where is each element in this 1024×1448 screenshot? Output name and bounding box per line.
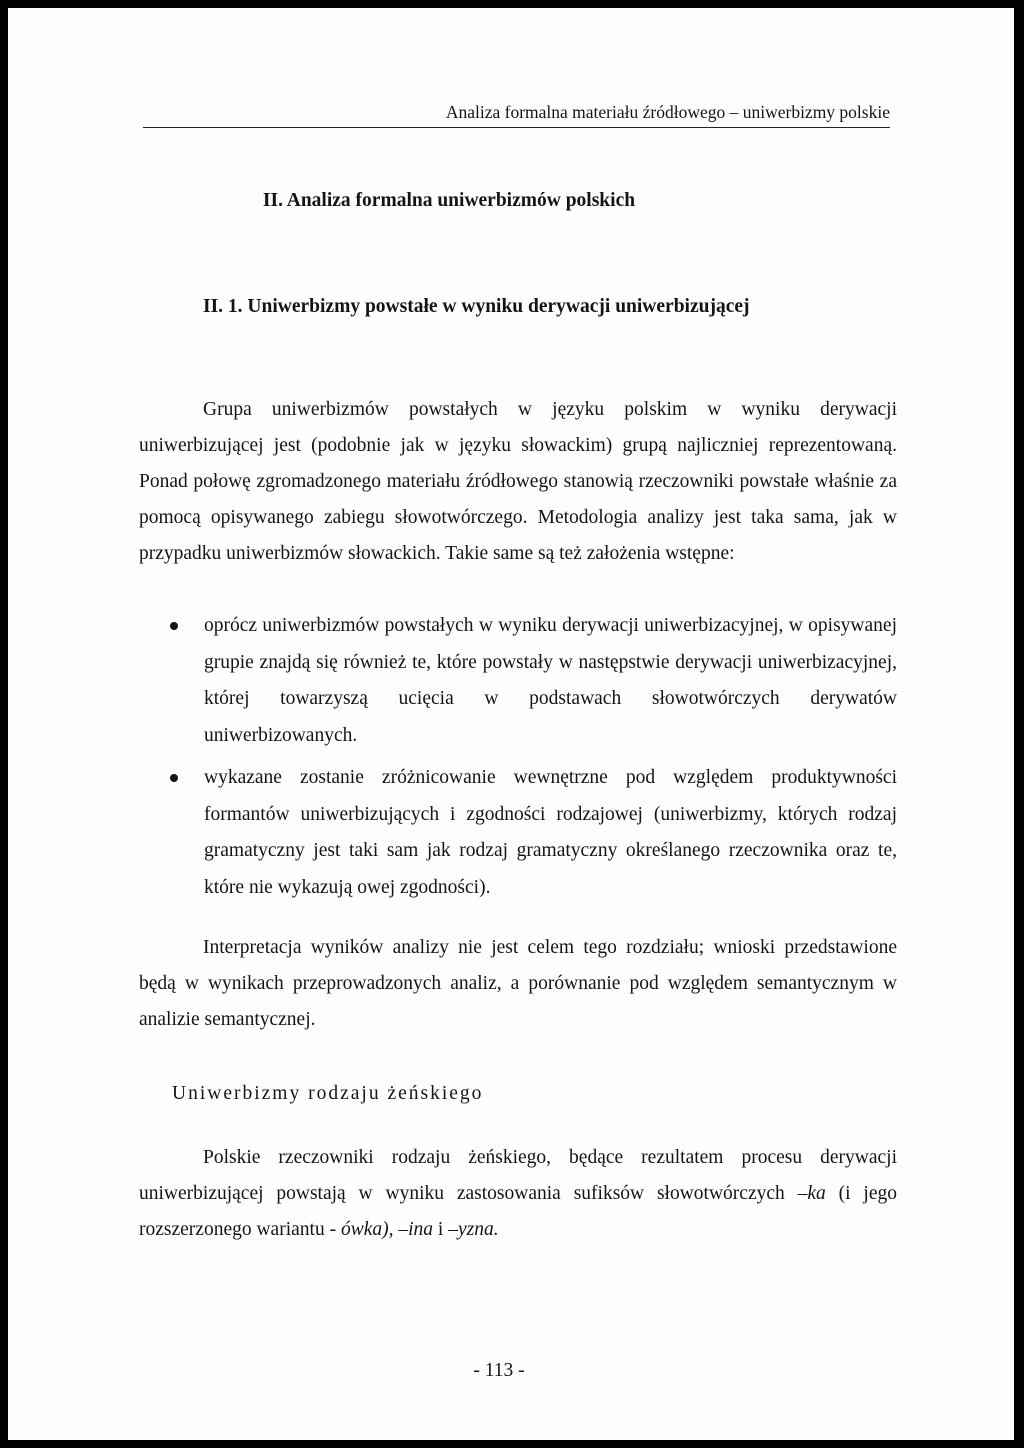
- suffix-ka: –ka: [797, 1183, 826, 1204]
- assumptions-list: [139, 608, 897, 912]
- list-item-text: wykazane zostanie zróżnicowanie wewnętrzne pod względem produktywności formantów uniwerbizujących i zgodności rodzajowej (uniwerbizmy, których rodzaj gramatyczny jest taki sam jak rodzaj gramatyczny określanego rzeczownika oraz te, które nie wykazują owej zgodności).: [204, 767, 897, 898]
- feminine-text-paren: (i jego rozszerzonego wariantu -: [139, 1183, 898, 1240]
- section-title: II. 1. Uniwerbizmy powstałe w wyniku derywacji uniwerbizującej: [203, 296, 750, 317]
- list-item-text: oprócz uniwerbizmów powstałych w wyniku derywacji uniwerbizacyjnej, w opisywanej grupie znajdą się również te, które powstały w następstwie derywacji uniwerbizacyjnej, której towarzyszą ucięcia w podstawach słowotwórczych derywatów uniwerbizowanych.: [204, 615, 897, 746]
- page-number: [8, 1358, 1014, 1384]
- feminine-text: Polskie rzeczowniki rodzaju żeńskiego, będące rezultatem procesu derywacji uniwerbizującej powstają w wyniku zastosowania sufiksów słowotwórczych: [139, 1147, 897, 1204]
- bullet-icon: [170, 774, 178, 782]
- subsection-title: Uniwerbizmy rodzaju żeńskiego: [172, 1083, 484, 1104]
- feminine-text-and: i: [433, 1219, 449, 1240]
- bullet-icon: [170, 622, 178, 630]
- interpretation-paragraph: Interpretacja wyników analizy nie jest celem tego rozdziału; wnioski przedstawione będą w wynikach przeprowadzonych analiz, a porównanie pod względem semantycznym w analizie semantycznej.: [139, 937, 897, 1030]
- list-item: [139, 760, 897, 906]
- suffix-owka: ówka),: [340, 1219, 394, 1240]
- running-header: Analiza formalna materiału źródłowego – uniwerbizmy polskie: [143, 100, 890, 128]
- suffix-ina: –ina: [398, 1219, 434, 1240]
- chapter-title: II. Analiza formalna uniwerbizmów polskich: [262, 190, 636, 211]
- list-item: [139, 608, 897, 754]
- page-number-text: - 113 -: [473, 1360, 525, 1381]
- document-page: [8, 8, 1014, 1440]
- feminine-paragraph: [139, 1140, 897, 1248]
- intro-paragraph: Grupa uniwerbizmów powstałych w języku polskim w wyniku derywacji uniwerbizującej jest (podobnie jak w języku słowackim) grupą najliczniej reprezentowaną. Ponad połowę zgromadzonego materiału źródłowego stanowią rzeczowniki powstałe właśnie za pomocą opisywanego zabiegu słowotwórczego. Metodologia analizy jest taka sama, jak w przypadku uniwerbizmów słowackich. Takie same są też założenia wstępne:: [139, 399, 897, 564]
- suffix-yzna: –yzna.: [448, 1219, 499, 1240]
